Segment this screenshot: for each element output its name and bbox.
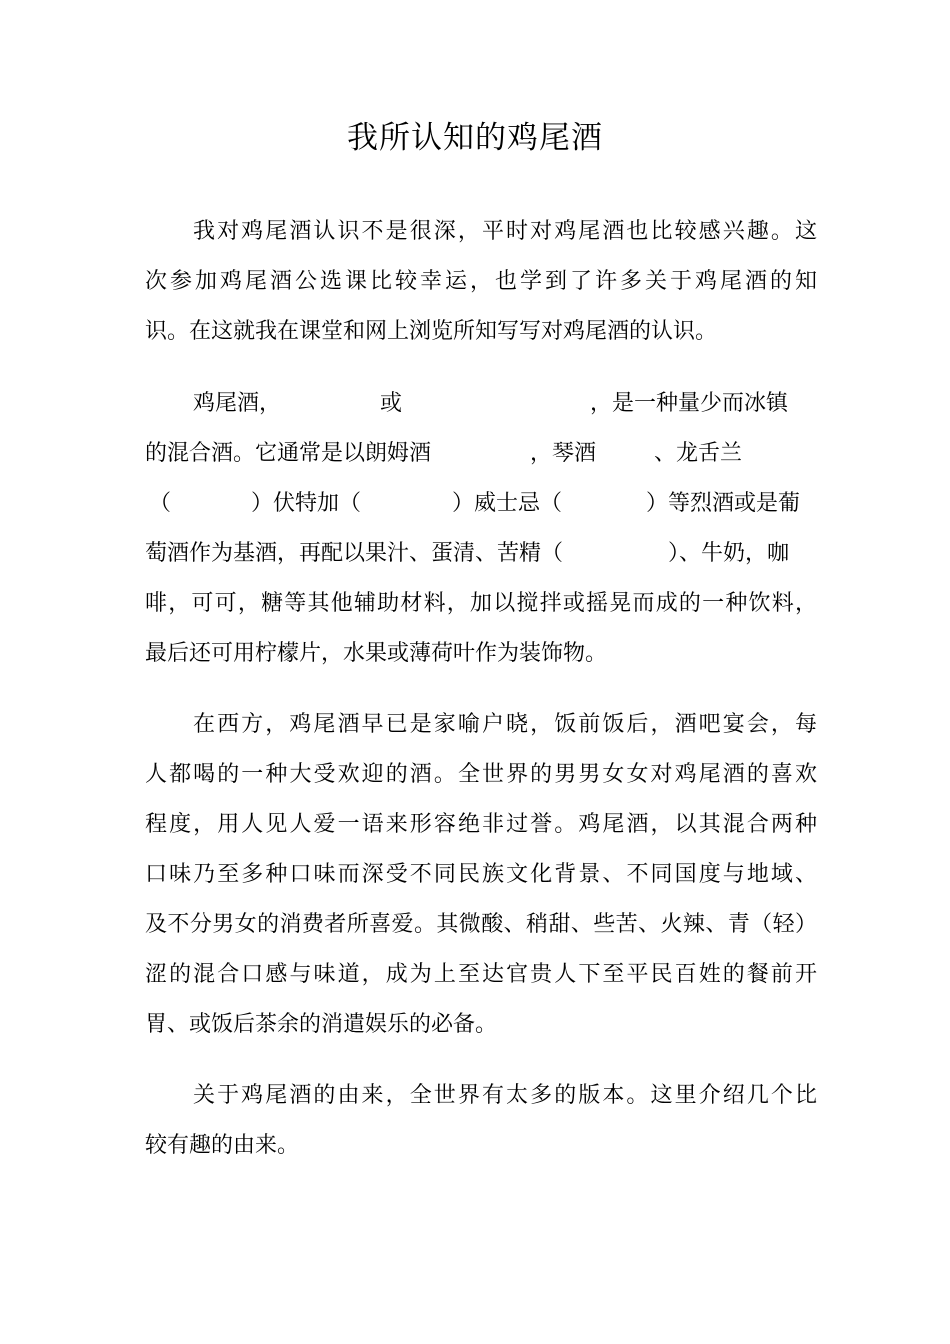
text-segment: 或 bbox=[380, 391, 403, 416]
text-line: 识。在这就我在课堂和网上浏览所知写写对鸡尾酒的认识。 bbox=[145, 319, 718, 344]
text-line: 最后还可用柠檬片，水果或薄荷叶作为装饰物。 bbox=[145, 641, 608, 666]
text-line: 及不分男女的消费者所喜爱。其微酸、稍甜、些苦、火辣、青（轻） bbox=[145, 912, 817, 937]
text-line: 次参加鸡尾酒公选课比较幸运，也学到了许多关于鸡尾酒的知 bbox=[145, 269, 817, 294]
text-segment: ）伏特加（ bbox=[251, 491, 362, 516]
text-line: 在西方，鸡尾酒早已是家喻户晓，饭前饭后，酒吧宴会，每 bbox=[193, 712, 817, 737]
text-line bbox=[193, 379, 817, 429]
text-line bbox=[145, 479, 817, 529]
text-segment: 的混合酒。它通常是以朗姆酒 bbox=[145, 441, 432, 466]
text-line: 我对鸡尾酒认识不是很深，平时对鸡尾酒也比较感兴趣。这 bbox=[193, 219, 817, 244]
text-segment: ，是一种量少而冰镇 bbox=[590, 391, 789, 416]
text-line: 啡，可可，糖等其他辅助材料，加以搅拌或摇晃而成的一种饮料， bbox=[145, 591, 817, 616]
text-segment: ，琴酒 bbox=[530, 441, 597, 466]
text-line: 较有趣的由来。 bbox=[145, 1133, 300, 1158]
text-segment: 鸡尾酒， bbox=[193, 391, 282, 416]
text-line: 口味乃至多种口味而深受不同民族文化背景、不同国度与地域、 bbox=[145, 862, 817, 887]
text-segment: （ bbox=[149, 491, 172, 516]
text-line: 程度，用人见人爱一语来形容绝非过誉。鸡尾酒，以其混合两种 bbox=[145, 812, 817, 837]
text-line: 胃、或饭后茶余的消遣娱乐的必备。 bbox=[145, 1012, 498, 1037]
text-line bbox=[145, 429, 817, 479]
text-segment: 萄酒作为基酒，再配以果汁、蛋清、苦精（ bbox=[145, 541, 564, 566]
text-segment: ）等烈酒或是葡 bbox=[646, 491, 801, 516]
page-title: 我所认知的鸡尾酒 bbox=[347, 120, 603, 156]
text-line: 人都喝的一种大受欢迎的酒。全世界的男男女女对鸡尾酒的喜欢 bbox=[145, 762, 817, 787]
text-line: 关于鸡尾酒的由来，全世界有太多的版本。这里介绍几个比 bbox=[193, 1083, 817, 1108]
text-segment: ）、牛奶，咖 bbox=[668, 541, 790, 566]
text-line bbox=[145, 529, 817, 579]
text-line: 涩的混合口感与味道，成为上至达官贵人下至平民百姓的餐前开 bbox=[145, 962, 817, 987]
text-segment: ）威士忌（ bbox=[452, 491, 563, 516]
text-segment: 、龙舌兰 bbox=[654, 441, 743, 466]
